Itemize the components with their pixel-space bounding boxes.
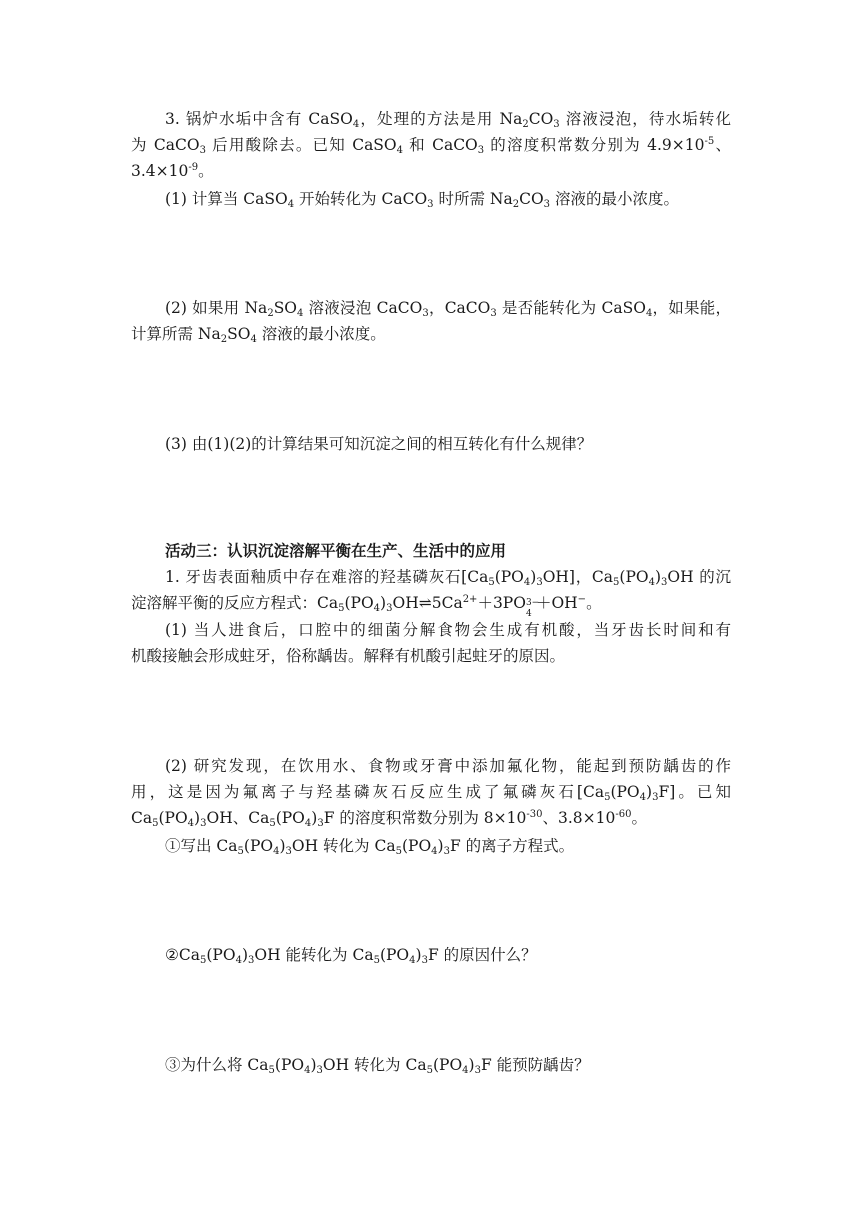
activity-3-item-1-line-1: 1. 牙齿表面釉质中存在难溶的羟基磷灰石$[Ca_5(PO_4)_3OH]$，$Ca_5(PO_4)_3OH$ 的沉	[165, 568, 731, 588]
activity-3-sub-1-line-1: (1) 当人进食后，口腔中的细菌分解食物会生成有机酸，当牙齿长时间和有	[165, 621, 731, 639]
activity-3-item-1-line-2: 淀溶解平衡的反应方程式：$Ca_5(PO_4)_3OH\rightleftharpoons 5Ca^{2+}+3PO$ 3− 4 ＋OH−。	[131, 594, 602, 619]
question-3-sub-3: (3) 由(1)(2)的计算结果可知沉淀之间的相互转化有什么规律？	[165, 435, 593, 453]
question-3-sub-1: (1) 计算当 CaSO$_4$ 开始转化为 CaCO$_3$ 时所需 $Na_2CO_3$ 溶液的最小浓度。	[165, 190, 679, 210]
question-3-line-3: $3.4\times 10^{-9}$。	[131, 162, 214, 180]
activity-3-sub-2-question-2: $②Ca_5(PO_4)_3OH$ 能转化为 $Ca_5(PO_4)_3F$ 的原因什么？	[165, 946, 537, 966]
activity-3-sub-2-question-3: ③为什么将 $Ca_5(PO_4)_3OH$ 转化为 $Ca_5(PO_4)_3F$ 能预防龋齿？	[165, 1056, 590, 1076]
question-3-line-1: 3. 锅炉水垢中含有 CaSO$_4$，处理的方法是用 $Na_2CO_3$ 溶液浸泡，待水垢转化	[165, 110, 731, 130]
activity-3-sub-2-line-1: (2) 研究发现，在饮用水、食物或牙膏中添加氟化物，能起到预防龋齿的作	[165, 757, 731, 775]
question-3-line-2: 为 CaCO$_3$ 后用酸除去。已知 CaSO$_4$ 和 CaCO$_3$ 的溶度积常数分别为 $4.9\times 10^{-5}$、	[131, 136, 731, 156]
question-3-sub-2-line-2: 计算所需 $Na_2SO_4$ 溶液的最小浓度。	[131, 325, 386, 345]
activity-3-sub-2-question-1: ①写出 $Ca_5(PO_4)_3OH$ 转化为 $Ca_5(PO_4)_3F$ 的离子方程式。	[165, 837, 575, 857]
activity-3-sub-2-line-3: $Ca_5(PO_4)_3OH$、$Ca_5(PO_4)_3F$ 的溶度积常数分别为 $8\times 10^{-30}$、$3.8\times 10^{-60}$。	[131, 809, 647, 829]
equilibrium-arrow: ⇌	[418, 594, 432, 612]
activity-3-sub-1-line-2: 机酸接触会形成蛀牙，俗称龋齿。解释有机酸引起蛀牙的原因。	[131, 647, 566, 665]
question-3-sub-2-line-1: (2) 如果用 $Na_2SO_4$ 溶液浸泡 CaCO$_3$，CaCO$_3$ 是否能转化为 CaSO$_4$，如果能，	[165, 299, 732, 319]
activity-3-heading: 活动三：认识沉淀溶解平衡在生产、生活中的应用	[165, 541, 507, 560]
activity-3-sub-2-line-2: 用，这是因为氟离子与羟基磷灰石反应生成了氟磷灰石$[Ca_5(PO_4)_3F]$。已知	[131, 783, 731, 803]
